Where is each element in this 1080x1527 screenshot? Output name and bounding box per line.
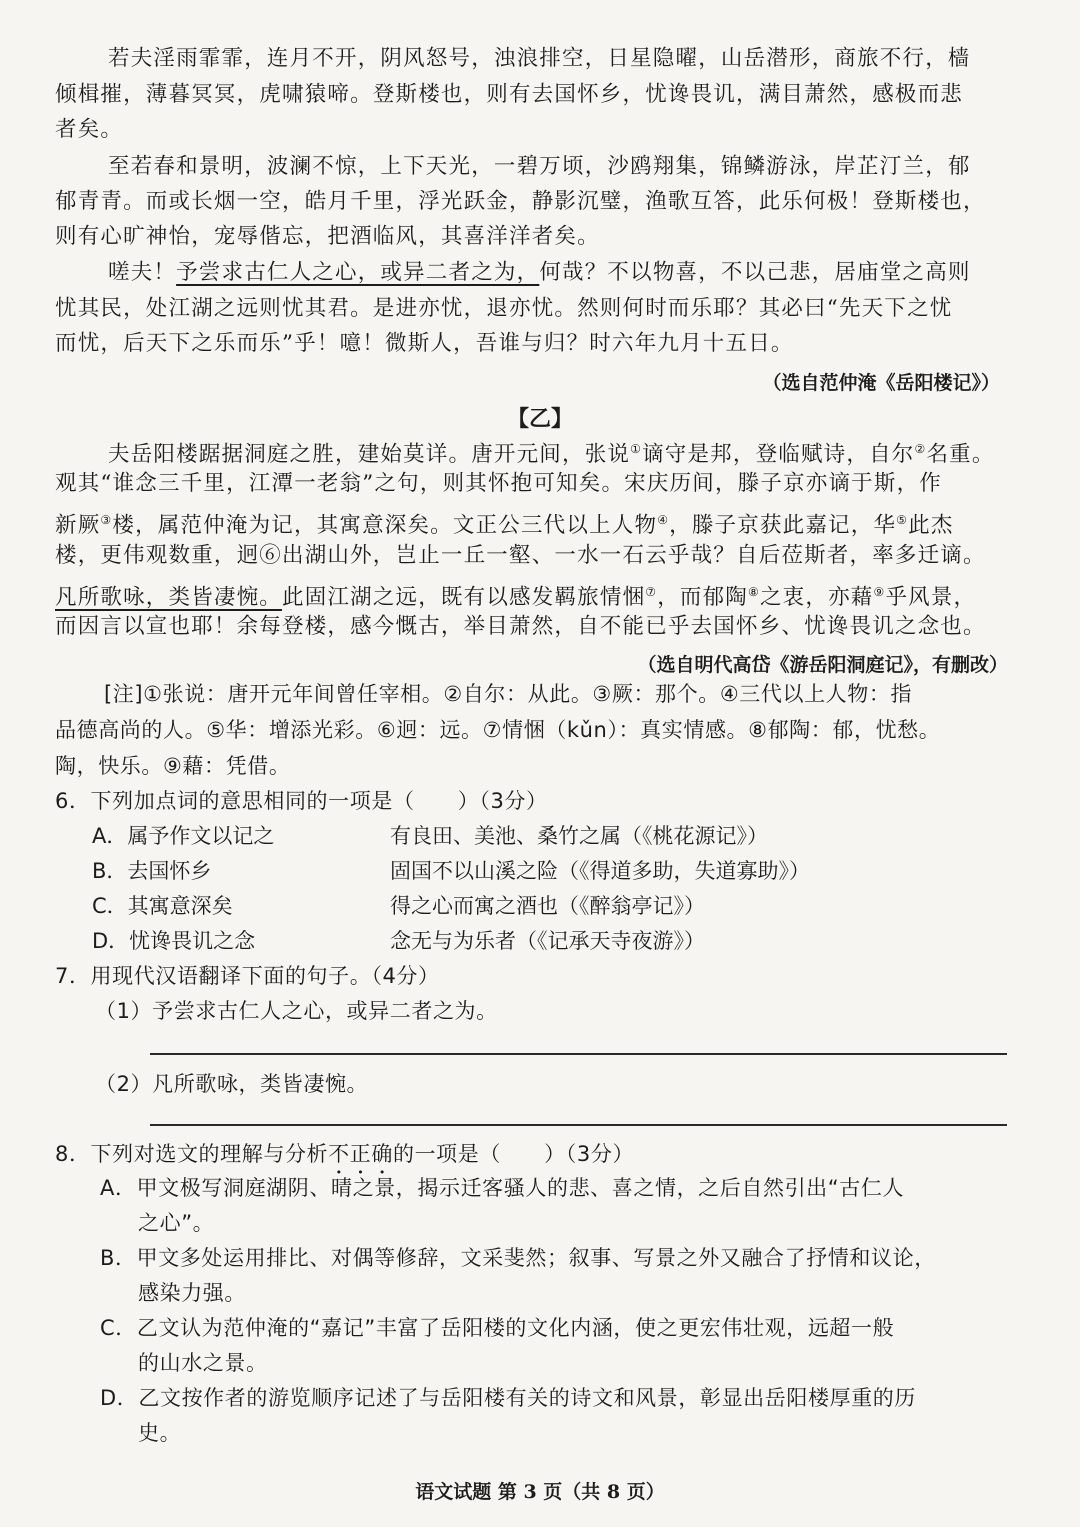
- option-label: A．: [100, 1176, 137, 1200]
- yi-l3d: 此杰: [908, 513, 954, 539]
- jia-line-4: 至若春和景明，波澜不惊，上下天光，一碧万顷，沙鸥翔集，锦鳞游泳，岸芷汀兰，郁: [108, 154, 971, 179]
- q6-option-c[interactable]: [92, 890, 233, 920]
- option-left-text: 去国怀乡: [127, 859, 212, 883]
- q8-stem-emphasis: 不正确: [328, 1142, 393, 1166]
- q8-stem-b: 的一项是（ ）（3分）: [392, 1142, 635, 1166]
- yi-line-6: 而因言以宣也耶！余每登楼，感今慨古，举目萧然，自不能已乎去国怀乡、忧谗畏讥之念也。: [55, 614, 986, 639]
- jia-line-9: 而忧，后天下之乐而乐”乎！噫！微斯人，吾谁与归？时六年九月十五日。: [55, 331, 794, 356]
- yi-l5d: 乎风景，: [885, 585, 977, 611]
- option-left-text: 属予作文以记之: [127, 824, 275, 848]
- option-label: A．: [92, 824, 128, 848]
- jia-p3-before: 嗟夫！: [108, 260, 177, 285]
- q8-option-b[interactable]: [100, 1242, 936, 1274]
- footnote-marker: ②: [914, 442, 927, 456]
- option-label: B．: [92, 859, 128, 883]
- yi-line-4: 楼，更伟观数重，迥⑥出湖山外，岂止一丘一壑、一水一石云乎哉？自后莅斯者，率多迁谪。: [55, 543, 986, 568]
- q6-option-d[interactable]: [92, 925, 255, 955]
- q6-option-a[interactable]: [92, 820, 274, 850]
- q6-option-a-right: 有良田、美池、桑竹之属（《桃花源记》）: [390, 824, 768, 848]
- q7-stem: 7．用现代汉语翻译下面的句子。（4分）: [55, 964, 440, 988]
- answer-line-1[interactable]: [150, 1053, 1007, 1055]
- yi-l3c: ，滕子京获此嘉记，华: [669, 513, 897, 539]
- q6-option-c-right: 得之心而寓之酒也（《醉翁亭记》）: [390, 894, 705, 918]
- underlined-sentence-2: 凡所歌咏，类皆凄惋。: [55, 585, 283, 611]
- footnote-marker: ①: [630, 442, 643, 456]
- q8-option-d[interactable]: [100, 1382, 916, 1414]
- note-line-3: 陶，快乐。⑨藉：凭借。: [55, 754, 291, 778]
- answer-line-2[interactable]: [150, 1124, 1007, 1126]
- yi-l3a: 新厥: [55, 513, 101, 539]
- option-text: 甲文多处运用排比、对偶等修辞，文采斐然；叙事、写景之外又融合了抒情和议论，: [136, 1246, 936, 1270]
- footnote-marker: ⑦: [645, 585, 658, 599]
- q6-option-d-right: 念无与为乐者（《记承天寺夜游》）: [390, 929, 705, 953]
- yi-line-2: 观其“谁念三千里，江潭一老翁”之句，则其怀抱可知矣。宋庆历间，滕子京亦谪于斯，作: [55, 471, 942, 496]
- yi-l5b: ，而郁陶: [657, 585, 748, 611]
- q6-option-b[interactable]: [92, 855, 211, 885]
- q8-option-d-cont: 史。: [138, 1421, 182, 1445]
- option-text: 乙文认为范仲淹的“嘉记”丰富了岳阳楼的文化内涵，使之更宏伟壮观，远超一般: [136, 1316, 895, 1340]
- option-label: B．: [100, 1246, 137, 1270]
- jia-line-3: 者矣。: [55, 117, 124, 142]
- jia-line-6: 则有心旷神怡，宠辱偕忘，把酒临风，其喜洋洋者矣。: [55, 224, 600, 249]
- yi-source: （选自明代高岱《游岳阳洞庭记》，有删改）: [637, 654, 1008, 676]
- footnote-marker: ③: [100, 513, 113, 527]
- q6-stem: 6．下列加点词的意思相同的一项是（ ）（3分）: [55, 789, 548, 813]
- jia-line-1: 若夫淫雨霏霏，连月不开，阴风怒号，浊浪排空，日星隐曜，山岳潜形，商旅不行，樯: [108, 46, 971, 71]
- note-line-2: 品德高尚的人。⑤华：增添光彩。⑥迥：远。⑦情悃（kǔn）：真实情感。⑧郁陶：郁，忧愁。: [55, 718, 941, 742]
- yi-l5c: 之衷，亦藉: [759, 585, 874, 611]
- footnote-marker: ⑨: [873, 585, 886, 599]
- q7-sentence-1: （1）予尝求古仁人之心，或异二者之为。: [95, 999, 498, 1023]
- jia-line-8: 忧其民，处江湖之远则忧其君。是进亦忧，退亦忧。然则何时而乐耶？其必曰“先天下之忧: [55, 296, 953, 321]
- note-line-1: [注]①张说：唐开元年间曾任宰相。②自尔：从此。③厥：那个。④三代以上人物：指: [104, 682, 913, 706]
- yi-l3b: 楼，属范仲淹为记，其寓意深矣。文正公三代以上人物: [112, 513, 658, 539]
- page-footer: 语文试题 第 3 页（共 8 页）: [415, 1481, 665, 1503]
- footnote-marker: ⑤: [896, 513, 909, 527]
- yi-l1c: 名重。: [926, 442, 995, 468]
- q8-option-a-cont: 之心”。: [138, 1211, 215, 1235]
- q8-option-c-cont: 的山水之景。: [138, 1351, 268, 1375]
- footnote-marker: ④: [657, 513, 670, 527]
- option-left-text: 其寓意深矣: [127, 894, 233, 918]
- option-label: C．: [92, 894, 128, 918]
- option-left-text: 忧谗畏讥之念: [129, 929, 256, 953]
- jia-line-5: 郁青青。而或长烟一空，皓月千里，浮光跃金，静影沉璧，渔歌互答，此乐何极！登斯楼也，: [55, 189, 986, 214]
- section-title-yi: 【乙】: [506, 406, 573, 432]
- q8-option-a[interactable]: [100, 1172, 904, 1204]
- yi-l1a: 夫岳阳楼踞据洞庭之胜，建始莫详。唐开元间，张说: [108, 442, 631, 468]
- q7-sentence-2: （2）凡所歌咏，类皆凄惋。: [95, 1072, 369, 1096]
- q8-option-b-cont: 感染力强。: [138, 1281, 246, 1305]
- yi-l5a: 此固江湖之远，既有以感发羁旅情悃: [282, 585, 646, 611]
- option-text: 乙文按作者的游览顺序记述了与岳阳楼有关的诗文和风景，彰显出岳阳楼厚重的历: [138, 1386, 916, 1410]
- yi-line-3: [55, 503, 954, 543]
- q8-stem-a: 8．下列对选文的理解与分析: [55, 1142, 329, 1166]
- yi-l1b: 谪守是邦，登临赋诗，自尔: [642, 442, 915, 468]
- jia-line-7: [108, 256, 971, 290]
- q6-option-b-right: 固国不以山溪之险（《得道多助，失道寡助》）: [390, 859, 810, 883]
- option-label: C．: [100, 1316, 137, 1340]
- underlined-sentence-1: 予尝求古仁人之心，或异二者之为，: [176, 260, 540, 285]
- jia-line-2: 倾楫摧，薄暮冥冥，虎啸猿啼。登斯楼也，则有去国怀乡，忧谗畏讥，满目萧然，感极而悲: [55, 82, 964, 107]
- footnote-marker: ⑧: [748, 585, 760, 599]
- option-text: 甲文极写洞庭湖阴、晴之景，揭示迁客骚人的悲、喜之情，之后自然引出“古仁人: [136, 1176, 905, 1200]
- option-label: D．: [100, 1386, 139, 1410]
- option-label: D．: [92, 929, 130, 953]
- jia-p3-after: 何哉？不以物喜，不以己悲，居庙堂之高则: [539, 260, 971, 285]
- jia-source: （选自范仲淹《岳阳楼记》）: [762, 372, 1000, 394]
- q8-option-c[interactable]: [100, 1312, 894, 1344]
